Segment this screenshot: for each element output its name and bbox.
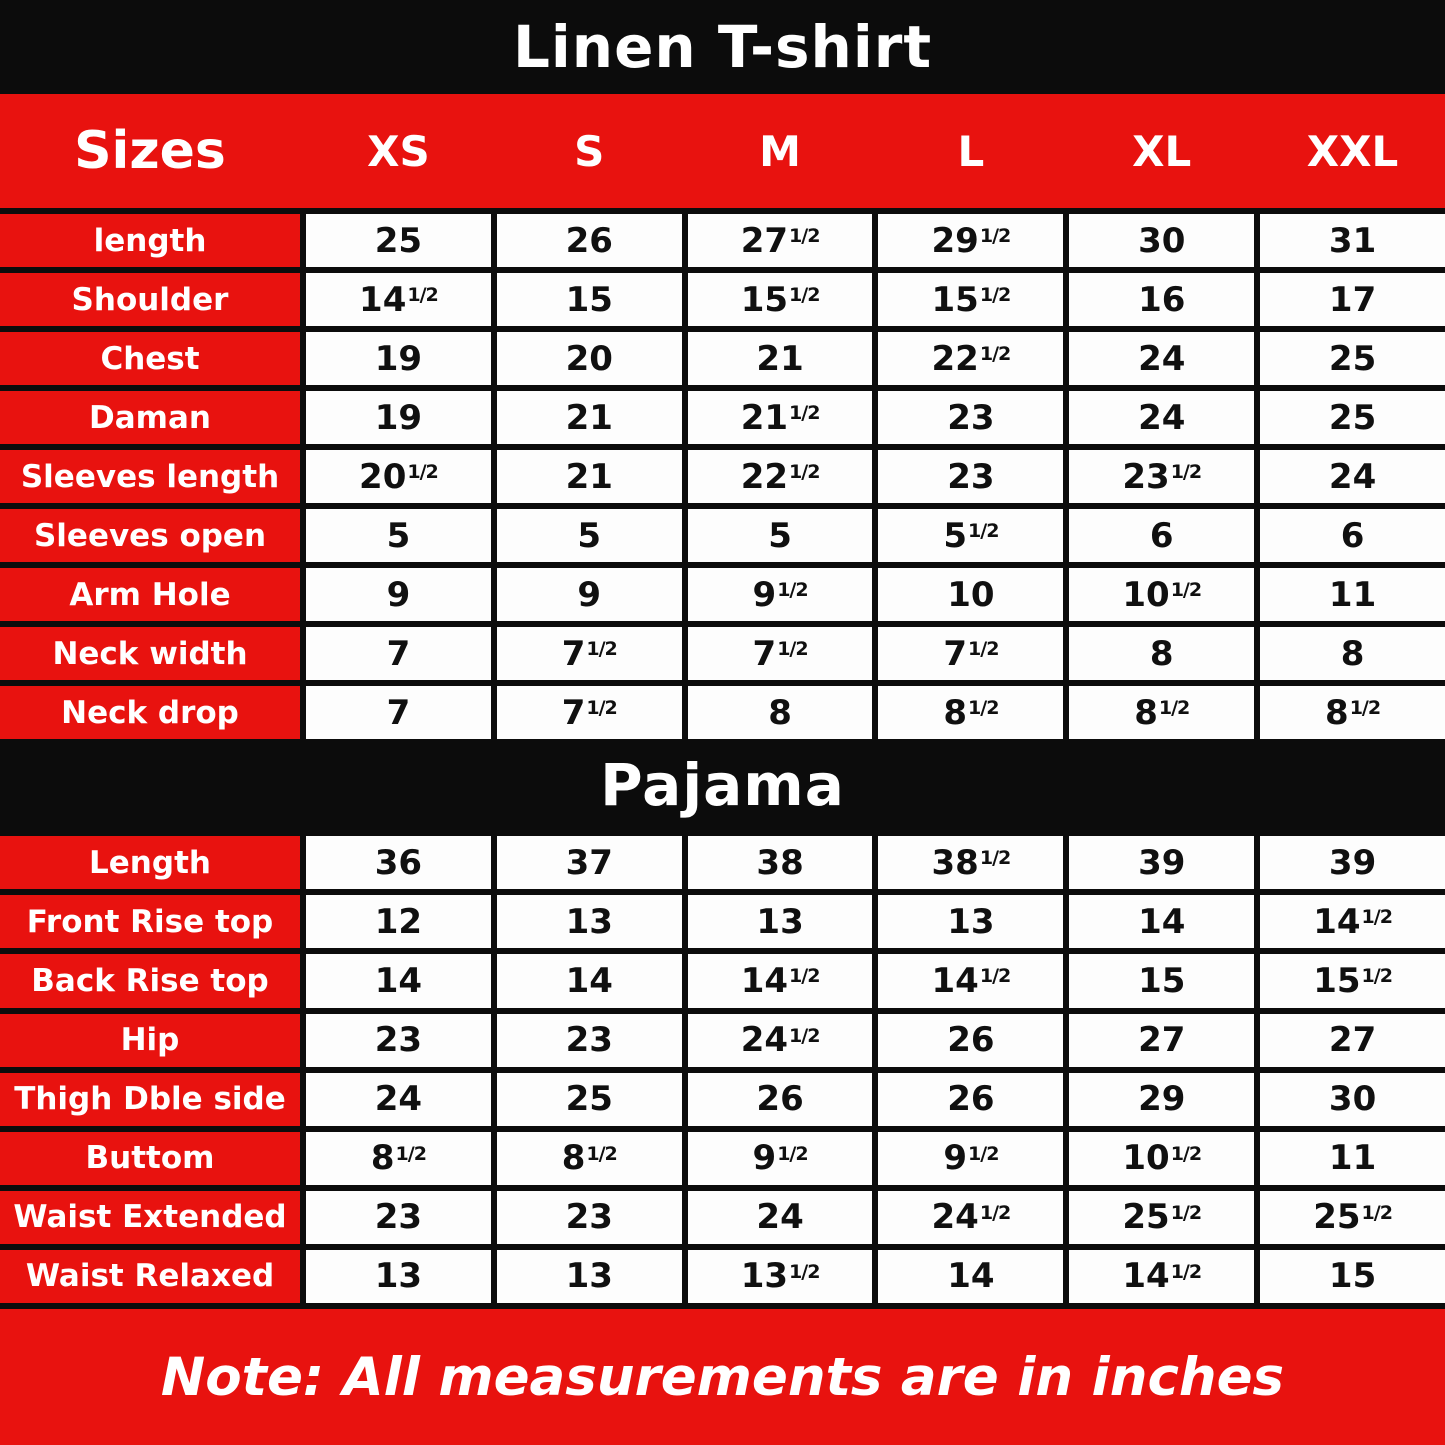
table-row <box>0 273 1445 326</box>
fraction: 1/2 <box>1170 1142 1202 1165</box>
measurement-value: 15 <box>1069 954 1254 1007</box>
note-text: Note: All measurements are in inches <box>160 1346 1285 1408</box>
measurement-value: 8 <box>1260 627 1445 680</box>
measurement-value: 6 <box>1069 509 1254 562</box>
table-row <box>0 895 1445 948</box>
fraction: 1/2 <box>395 1142 426 1165</box>
measurement-value: $14^{1/2}$ <box>1260 895 1445 948</box>
table-row <box>0 1250 1445 1303</box>
row-label: length <box>0 214 300 267</box>
measurement-value: $10^{1/2}$ <box>1069 568 1254 621</box>
size-header-s: S <box>574 126 605 176</box>
row-label: Back Rise top <box>0 954 300 1007</box>
measurement-value: 25 <box>306 214 491 267</box>
note-bar <box>0 1309 1445 1445</box>
measurement-value: $15^{1/2}$ <box>688 273 873 326</box>
row-label: Buttom <box>0 1132 300 1185</box>
table-row <box>0 214 1445 267</box>
fraction: 1/2 <box>789 965 820 988</box>
measurement-value: 24 <box>1069 391 1254 444</box>
row-label: Sleeves length <box>0 450 300 503</box>
measurement-value: $24^{1/2}$ <box>688 1014 873 1067</box>
measurement-value: 14 <box>878 1250 1063 1303</box>
measurement-value: $22^{1/2}$ <box>688 450 873 503</box>
measurement-value: 6 <box>1260 509 1445 562</box>
measurement-value: $14^{1/2}$ <box>306 273 491 326</box>
measurement-value: 9 <box>497 568 682 621</box>
measurement-value: 19 <box>306 332 491 385</box>
measurement-value: 30 <box>1260 1073 1445 1126</box>
table-row <box>0 391 1445 444</box>
fraction: 1/2 <box>1170 579 1202 602</box>
measurement-value: 21 <box>688 332 873 385</box>
row-label: Thigh Dble side <box>0 1073 300 1126</box>
row-label: Shoulder <box>0 273 300 326</box>
measurement-value: 24 <box>306 1073 491 1126</box>
size-header-row <box>0 94 1445 208</box>
measurement-value: $8^{1/2}$ <box>306 1132 491 1185</box>
measurement-value: 23 <box>878 450 1063 503</box>
fraction: 1/2 <box>1170 461 1202 484</box>
row-label: Hip <box>0 1014 300 1067</box>
measurement-value: 13 <box>306 1250 491 1303</box>
measurement-value: $27^{1/2}$ <box>688 214 873 267</box>
fraction: 1/2 <box>1361 1201 1392 1224</box>
measurement-value: 39 <box>1069 836 1254 889</box>
table-row <box>0 1014 1445 1067</box>
measurement-value: 8 <box>1069 627 1254 680</box>
measurement-value: 25 <box>497 1073 682 1126</box>
fraction: 1/2 <box>586 638 617 661</box>
fraction: 1/2 <box>979 284 1011 306</box>
fraction: 1/2 <box>586 697 617 720</box>
measurement-value: $13^{1/2}$ <box>688 1250 873 1303</box>
row-label: Length <box>0 836 300 889</box>
measurement-value: $8^{1/2}$ <box>1260 686 1445 739</box>
row-label: Sleeves open <box>0 509 300 562</box>
measurement-value: $14^{1/2}$ <box>688 954 873 1007</box>
measurement-value: 8 <box>688 686 873 739</box>
fraction: 1/2 <box>789 284 820 306</box>
measurement-value: $9^{1/2}$ <box>878 1132 1063 1185</box>
measurement-value: $5^{1/2}$ <box>878 509 1063 562</box>
fraction: 1/2 <box>968 520 999 543</box>
measurement-value: $29^{1/2}$ <box>878 214 1063 267</box>
measurement-value: 11 <box>1260 568 1445 621</box>
measurement-value: 21 <box>497 450 682 503</box>
measurement-value: 7 <box>306 686 491 739</box>
tshirt-section-header <box>0 0 1445 94</box>
fraction: 1/2 <box>968 1142 999 1165</box>
fraction: 1/2 <box>1361 965 1392 988</box>
measurement-value: $14^{1/2}$ <box>1069 1250 1254 1303</box>
measurement-value: 27 <box>1069 1014 1254 1067</box>
row-label: Chest <box>0 332 300 385</box>
measurement-value: 13 <box>497 895 682 948</box>
fraction: 1/2 <box>979 1201 1011 1224</box>
measurement-value: 9 <box>306 568 491 621</box>
tshirt-title: Linen T-shirt <box>512 13 933 81</box>
measurement-value: $8^{1/2}$ <box>497 1132 682 1185</box>
measurement-value: 13 <box>497 1250 682 1303</box>
fraction: 1/2 <box>407 284 438 306</box>
fraction: 1/2 <box>777 579 808 602</box>
measurement-value: 30 <box>1069 214 1254 267</box>
table-row <box>0 1132 1445 1185</box>
measurement-value: $8^{1/2}$ <box>878 686 1063 739</box>
measurement-value: 24 <box>1069 332 1254 385</box>
measurement-value: 10 <box>878 568 1063 621</box>
measurement-value: 11 <box>1260 1132 1445 1185</box>
fraction: 1/2 <box>1349 697 1381 720</box>
measurement-value: 7 <box>306 627 491 680</box>
fraction: 1/2 <box>789 1260 820 1283</box>
measurement-value: $7^{1/2}$ <box>497 627 682 680</box>
row-label: Neck drop <box>0 686 300 739</box>
size-header-xs: XS <box>367 126 430 176</box>
measurement-value: 26 <box>878 1014 1063 1067</box>
table-row <box>0 686 1445 739</box>
measurement-value: 21 <box>497 391 682 444</box>
measurement-value: 19 <box>306 391 491 444</box>
table-row <box>0 627 1445 680</box>
size-header-xl: XL <box>1132 126 1192 176</box>
measurement-value: 29 <box>1069 1073 1254 1126</box>
measurement-value: 13 <box>688 895 873 948</box>
fraction: 1/2 <box>1170 1201 1202 1224</box>
measurement-value: $38^{1/2}$ <box>878 836 1063 889</box>
measurement-value: 36 <box>306 836 491 889</box>
size-header-xxl: XXL <box>1306 126 1399 176</box>
measurement-value: $22^{1/2}$ <box>878 332 1063 385</box>
measurement-value: 23 <box>497 1014 682 1067</box>
row-label: Neck width <box>0 627 300 680</box>
size-header-m: M <box>759 126 801 176</box>
row-label: Arm Hole <box>0 568 300 621</box>
row-label: Daman <box>0 391 300 444</box>
fraction: 1/2 <box>789 1024 820 1047</box>
measurement-value: 23 <box>306 1191 491 1244</box>
measurement-value: $21^{1/2}$ <box>688 391 873 444</box>
measurement-value: 15 <box>1260 1250 1445 1303</box>
measurement-value: $7^{1/2}$ <box>688 627 873 680</box>
table-row <box>0 568 1445 621</box>
measurement-value: 26 <box>688 1073 873 1126</box>
fraction: 1/2 <box>979 343 1011 366</box>
measurement-value: 24 <box>688 1191 873 1244</box>
pajama-measurements-table <box>0 830 1445 1309</box>
row-label: Waist Extended <box>0 1191 300 1244</box>
measurement-value: $14^{1/2}$ <box>878 954 1063 1007</box>
tshirt-measurements-table <box>0 208 1445 739</box>
measurement-value: $20^{1/2}$ <box>306 450 491 503</box>
measurement-value: 23 <box>878 391 1063 444</box>
measurement-value: 5 <box>688 509 873 562</box>
measurement-value: $24^{1/2}$ <box>878 1191 1063 1244</box>
fraction: 1/2 <box>968 638 999 661</box>
fraction: 1/2 <box>789 461 820 484</box>
table-row <box>0 509 1445 562</box>
measurement-value: 26 <box>878 1073 1063 1126</box>
measurement-value: $15^{1/2}$ <box>1260 954 1445 1007</box>
measurement-value: $8^{1/2}$ <box>1069 686 1254 739</box>
measurement-value: $9^{1/2}$ <box>688 1132 873 1185</box>
measurement-value: 14 <box>497 954 682 1007</box>
measurement-value: 14 <box>1069 895 1254 948</box>
table-row <box>0 836 1445 889</box>
measurement-value: 17 <box>1260 273 1445 326</box>
measurement-value: 25 <box>1260 391 1445 444</box>
fraction: 1/2 <box>979 847 1011 870</box>
measurement-value: $25^{1/2}$ <box>1069 1191 1254 1244</box>
table-row <box>0 1191 1445 1244</box>
measurement-value: 27 <box>1260 1014 1445 1067</box>
measurement-value: $10^{1/2}$ <box>1069 1132 1254 1185</box>
measurement-value: 24 <box>1260 450 1445 503</box>
measurement-value: $25^{1/2}$ <box>1260 1191 1445 1244</box>
measurement-value: $9^{1/2}$ <box>688 568 873 621</box>
measurement-value: 12 <box>306 895 491 948</box>
sizes-column-header: Sizes <box>74 121 226 181</box>
pajama-title: Pajama <box>600 750 845 819</box>
fraction: 1/2 <box>979 224 1011 247</box>
fraction: 1/2 <box>968 697 999 720</box>
measurement-value: 15 <box>497 273 682 326</box>
measurement-value: $23^{1/2}$ <box>1069 450 1254 503</box>
measurement-value: $7^{1/2}$ <box>497 686 682 739</box>
measurement-value: 14 <box>306 954 491 1007</box>
table-row <box>0 954 1445 1007</box>
fraction: 1/2 <box>979 965 1011 988</box>
fraction: 1/2 <box>777 1142 808 1165</box>
fraction: 1/2 <box>586 1142 617 1165</box>
table-row <box>0 450 1445 503</box>
size-header-l: L <box>957 126 985 176</box>
measurement-value: 20 <box>497 332 682 385</box>
measurement-value: 38 <box>688 836 873 889</box>
measurement-value: 23 <box>306 1014 491 1067</box>
fraction: 1/2 <box>1170 1260 1202 1283</box>
fraction: 1/2 <box>1361 906 1392 929</box>
row-label: Front Rise top <box>0 895 300 948</box>
measurement-value: 5 <box>497 509 682 562</box>
measurement-value: 25 <box>1260 332 1445 385</box>
measurement-value: $7^{1/2}$ <box>878 627 1063 680</box>
measurement-value: 37 <box>497 836 682 889</box>
measurement-value: 26 <box>497 214 682 267</box>
table-row <box>0 1073 1445 1126</box>
fraction: 1/2 <box>1158 697 1190 720</box>
measurement-value: 39 <box>1260 836 1445 889</box>
measurement-value: 5 <box>306 509 491 562</box>
measurement-value: 16 <box>1069 273 1254 326</box>
fraction: 1/2 <box>777 638 808 661</box>
measurement-value: 13 <box>878 895 1063 948</box>
measurement-value: 31 <box>1260 214 1445 267</box>
row-label: Waist Relaxed <box>0 1250 300 1303</box>
fraction: 1/2 <box>407 461 438 484</box>
pajama-section-header <box>0 739 1445 830</box>
fraction: 1/2 <box>789 402 820 425</box>
measurement-value: 23 <box>497 1191 682 1244</box>
measurement-value: $15^{1/2}$ <box>878 273 1063 326</box>
table-row <box>0 332 1445 385</box>
fraction: 1/2 <box>789 224 820 247</box>
